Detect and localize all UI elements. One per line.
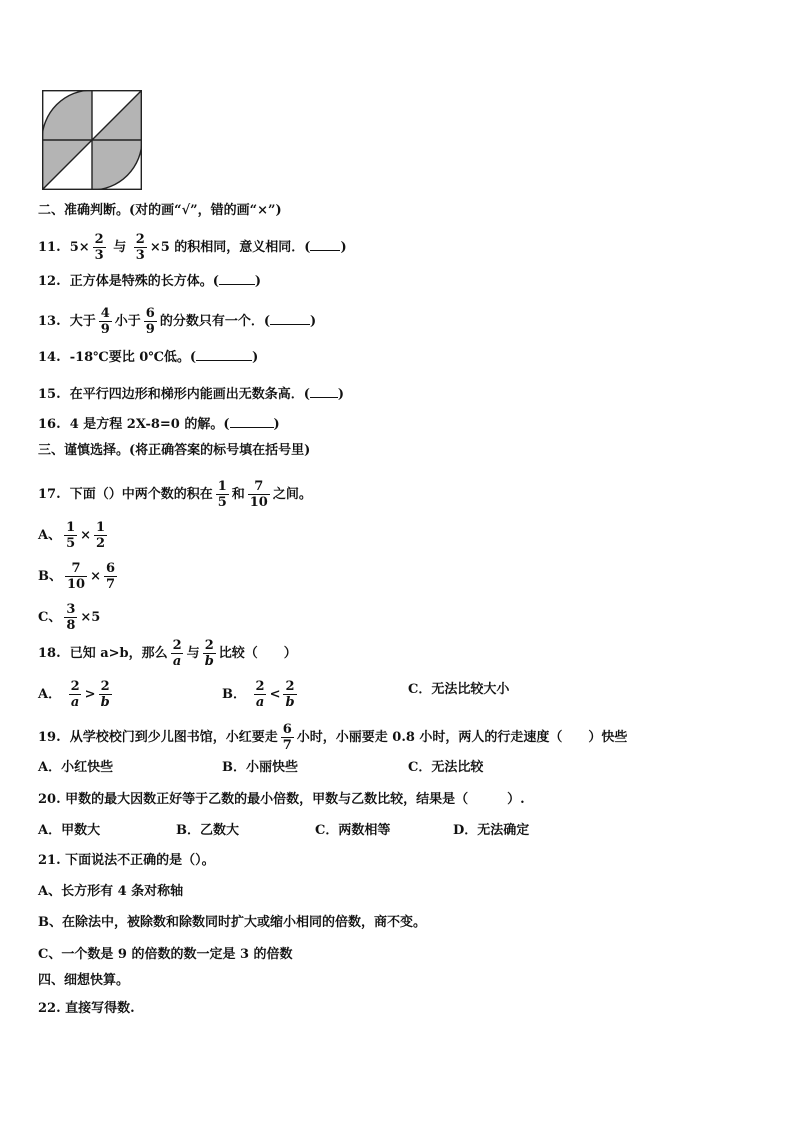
- question-11: 11. 5× $\frac{2}{3}$ 与 $\frac{2}{3}$ ×5 的积相同，意义相同．( ): [38, 232, 347, 263]
- q21-option-b[interactable]: B、在除法中，被除数和除数同时扩大或缩小相同的倍数，商不变。: [38, 915, 426, 930]
- section-2-title: 二、准确判断。(对的画“√”，错的画“×”): [38, 203, 282, 218]
- q18-option-a[interactable]: A． $\frac{2}{a}$ > $\frac{2}{b}$: [38, 679, 110, 710]
- q18-option-b[interactable]: B． $\frac{2}{a}$ < $\frac{2}{b}$: [222, 679, 295, 710]
- question-17: 17. 下面（）中两个数的积在 $\frac{1}{5}$ 和 $\frac{7}{10}$ 之间。: [38, 479, 312, 510]
- q17-option-b[interactable]: B、 $\frac{7}{10}$ × $\frac{6}{7}$: [38, 561, 116, 592]
- question-21: 21. 下面说法不正确的是（）。: [38, 853, 215, 868]
- question-12: 12. 正方体是特殊的长方体。( ): [38, 274, 261, 289]
- q18-option-c[interactable]: C．无法比较大小: [408, 682, 510, 697]
- question-20: 20. 甲数的最大因数正好等于乙数的最小倍数，甲数与乙数比较，结果是（ ）.: [38, 792, 525, 807]
- q17-option-a[interactable]: A、 $\frac{1}{5}$ × $\frac{1}{2}$: [38, 520, 106, 551]
- q21-option-c[interactable]: C、一个数是 9 的倍数的数一定是 3 的倍数: [38, 947, 293, 962]
- q21-option-a[interactable]: A、长方形有 4 条对称轴: [38, 884, 184, 899]
- question-15: 15. 在平行四边形和梯形内能画出无数条高．( ): [38, 387, 344, 402]
- q19-option-a[interactable]: A．小红快些: [38, 760, 114, 775]
- question-13: 13. 大于 $\frac{4}{9}$ 小于 $\frac{6}{9}$ 的分数只有一个．( ): [38, 306, 317, 337]
- q19-option-c[interactable]: C．无法比较: [408, 760, 484, 775]
- pinwheel-figure: [42, 90, 142, 190]
- q20-option-a[interactable]: A．甲数大: [38, 823, 101, 838]
- answer-blank[interactable]: [196, 348, 252, 361]
- answer-blank[interactable]: [310, 385, 338, 398]
- answer-blank[interactable]: [230, 415, 274, 428]
- q19-option-b[interactable]: B．小丽快些: [222, 760, 298, 775]
- question-22: 22. 直接写得数.: [38, 1001, 135, 1016]
- section-3-title: 三、谨慎选择。(将正确答案的标号填在括号里): [38, 443, 311, 458]
- question-14: 14. -18℃要比 0℃低。( ): [38, 350, 259, 365]
- question-19: 19. 从学校校门到少儿图书馆，小红要走 $\frac{6}{7}$ 小时，小丽要走 0.8 小时，两人的行走速度（ ）快些: [38, 722, 628, 753]
- section-4-title: 四、细想快算。: [38, 973, 130, 988]
- answer-blank[interactable]: [310, 238, 340, 251]
- answer-blank[interactable]: [219, 272, 255, 285]
- q20-option-b[interactable]: B．乙数大: [176, 823, 239, 838]
- question-16: 16. 4 是方程 2X-8=0 的解。( ): [38, 417, 280, 432]
- q17-option-c[interactable]: C、 $\frac{3}{8}$ ×5: [38, 602, 101, 633]
- question-18: 18. 已知 a>b，那么 $\frac{2}{a}$ 与 $\frac{2}{b}$ 比较（ ）: [38, 638, 297, 669]
- answer-blank[interactable]: [270, 312, 310, 325]
- q20-option-c[interactable]: C．两数相等: [315, 823, 391, 838]
- q20-option-d[interactable]: D．无法确定: [453, 823, 530, 838]
